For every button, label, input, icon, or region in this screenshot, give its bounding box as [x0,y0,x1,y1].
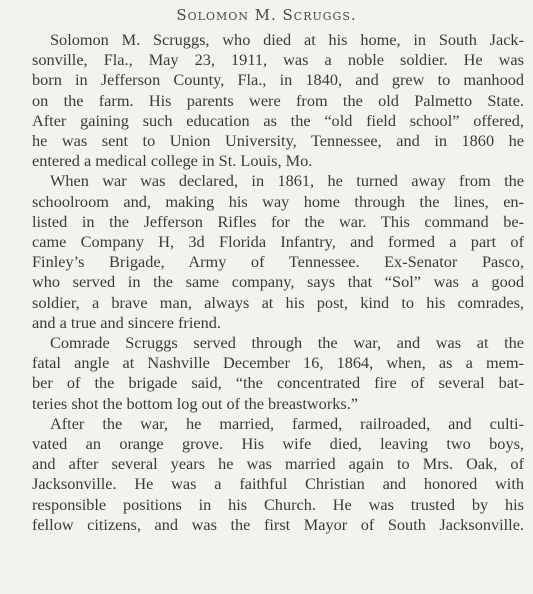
text-line: and a true and sincere friend. [32,312,221,332]
text-line: Solomon M. Scruggs, who died at his home, in South Jack- [50,30,524,49]
text-line: sonville, Fla., May 23, 1911, was a noble soldier. He was [32,50,524,70]
text-line: and after several years he was married again to Mrs. Oak, of [32,454,524,474]
text-line: entered a medical college in St. Louis, Mo. [32,151,313,171]
text-line: Jacksonville. He was a faithful Christian and honored with [32,474,524,494]
paragraph-1 [14,30,524,171]
text-line: After gaining such education as the “old field school” offered, [32,110,524,130]
text-line: born in Jefferson County, Fla., in 1840, and grew to manhood [32,70,524,90]
text-line: Comrade Scruggs served through the war, and was at the [50,333,524,353]
text-line: When war was declared, in 1861, he turned away from the [50,171,524,191]
text-line: vated an orange grove. His wife died, leaving two boys, [32,434,524,454]
article-title: Solomon M. Scruggs. [176,6,357,24]
text-line: ber of the brigade said, “the concentrated fire of several bat- [32,373,524,393]
text-line: who served in the same company, says that “Sol” was a good [32,272,524,292]
article-body [14,30,524,535]
text-line: fellow citizens, and was the first Mayor of South Jacksonville. [32,514,524,534]
text-line: Finley’s Brigade, Army of Tennessee. Ex-Senator Pasco, [32,252,524,272]
text-line: soldier, a brave man, always at his post, kind to his comrades, [32,292,524,312]
text-line: he was sent to Union University, Tennessee, and in 1860 he [32,131,524,151]
text-line: responsible positions in his Church. He was trusted by his [32,494,524,514]
text-line: came Company H, 3d Florida Infantry, and formed a part of [32,232,524,252]
text-line: teries shot the bottom log out of the breastworks.” [32,393,359,413]
paragraph-2 [14,171,524,333]
paragraph-3 [14,333,524,414]
text-line: schoolroom and, making his way home through the lines, en- [32,191,524,211]
text-line: on the farm. His parents were from the old Palmetto State. [32,90,524,110]
paragraph-4 [14,414,524,535]
text-line: After the war, he married, farmed, railroaded, and culti- [50,413,524,433]
text-line: fatal angle at Nashville December 16, 1864, when, as a mem- [32,353,524,373]
text-line: listed in the Jefferson Rifles for the war. This command be- [32,211,524,231]
